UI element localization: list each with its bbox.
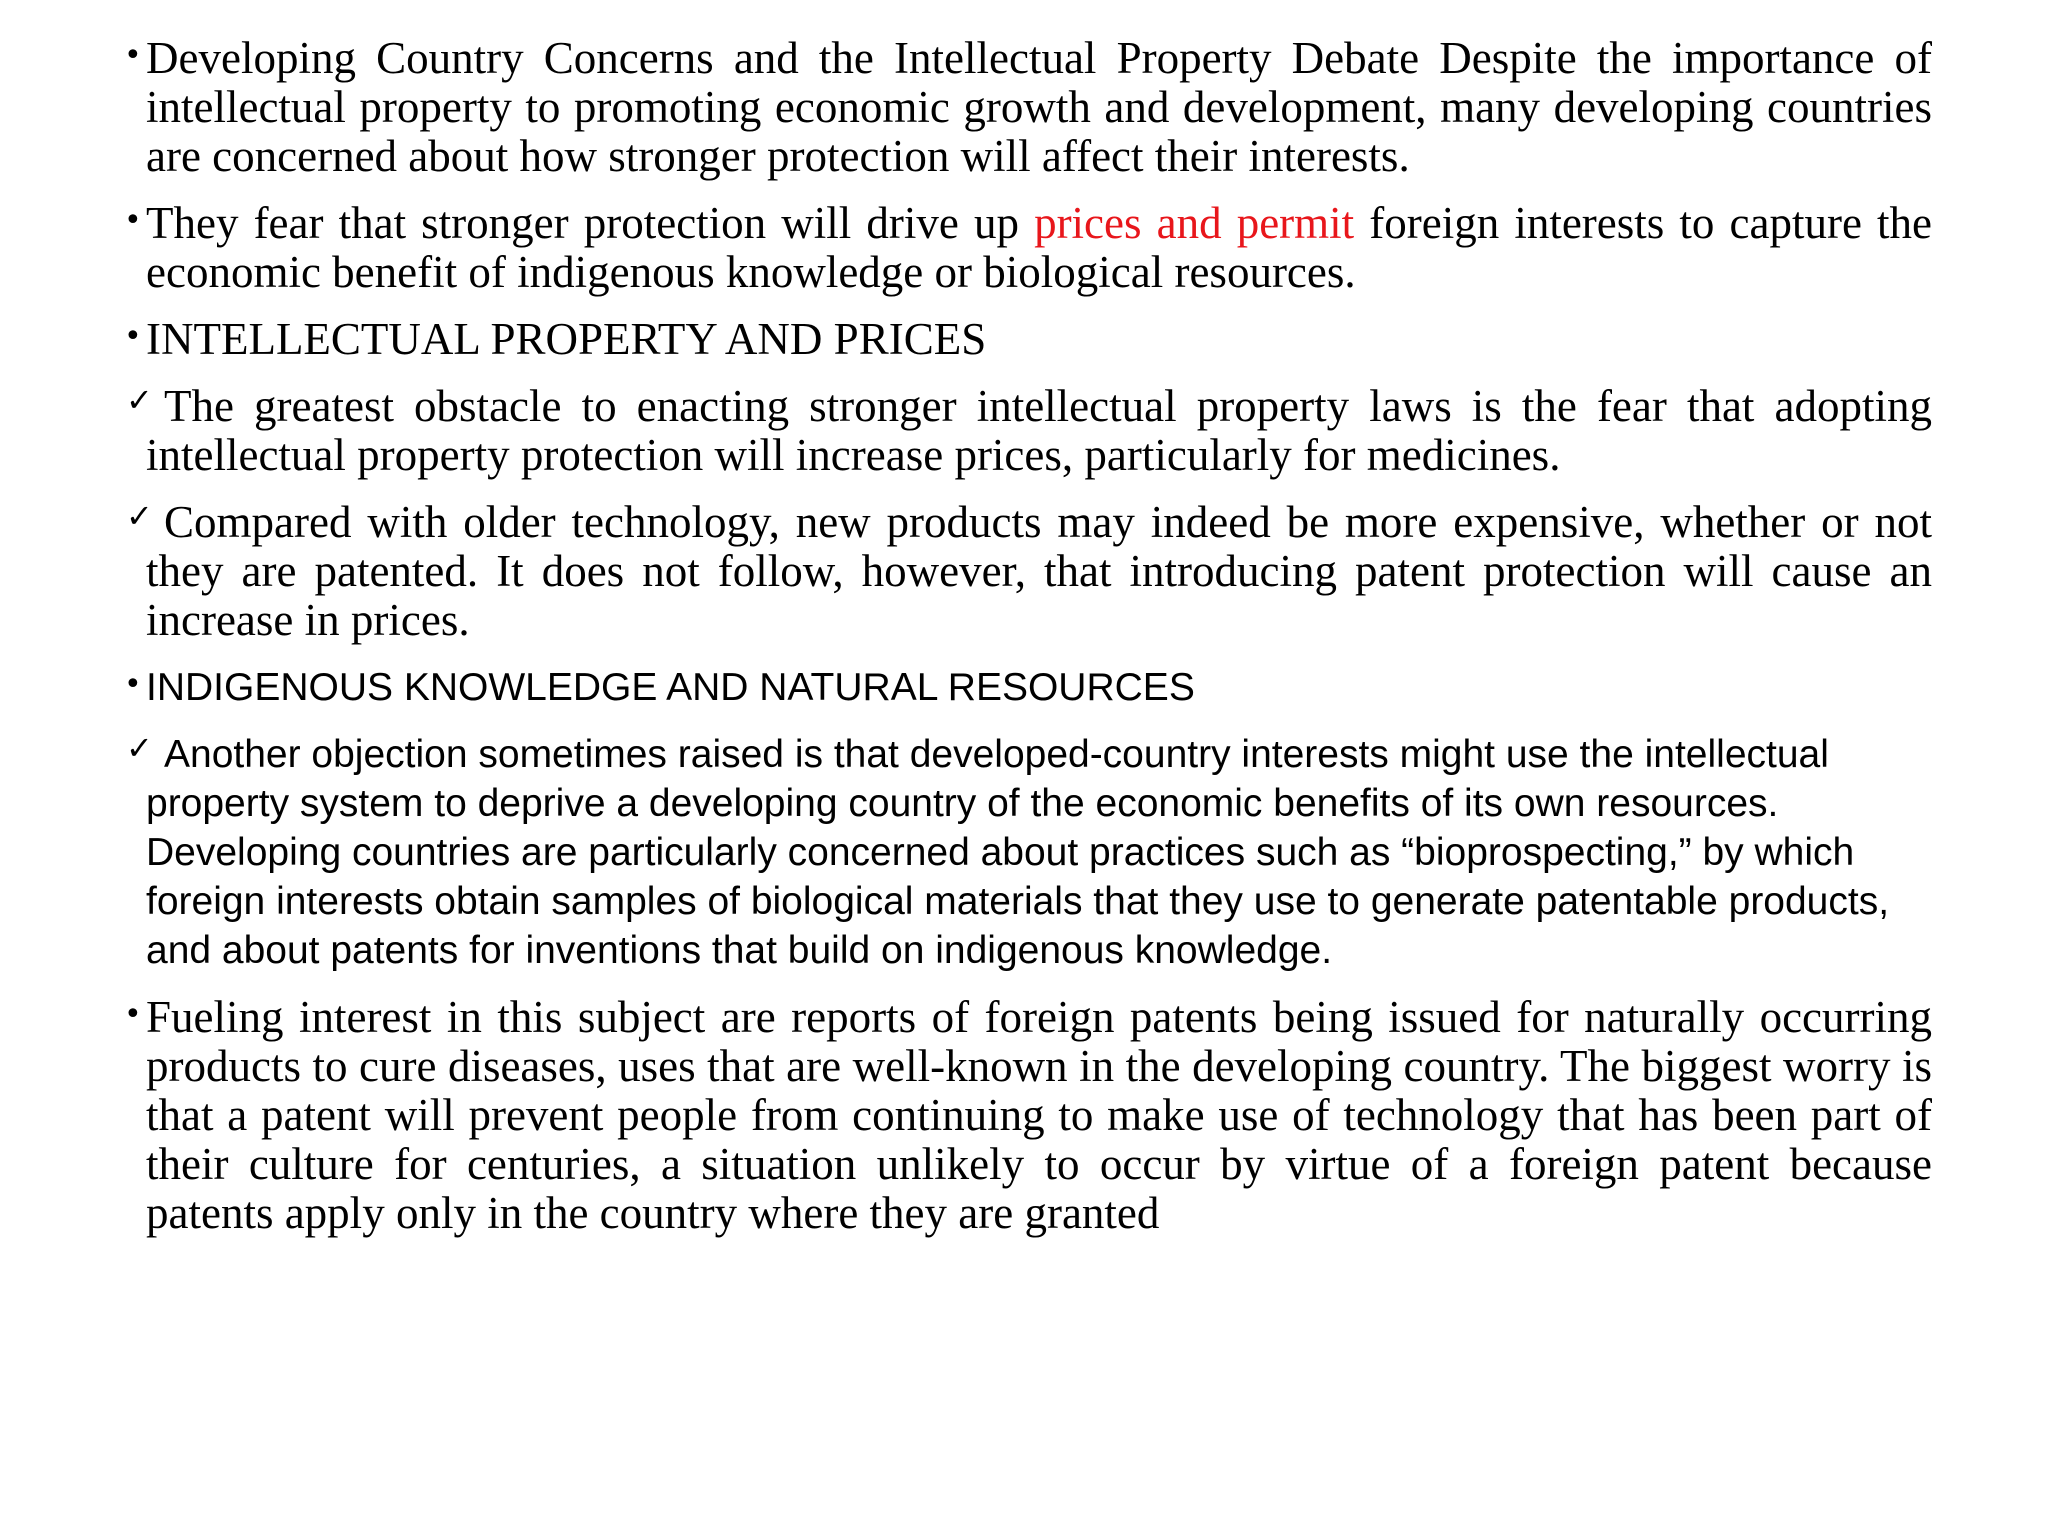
check-text: The greatest obstacle to enacting stronger intellectual property laws is the fear that adopting intellectual property protection will increase prices, particularly for medicines. — [146, 381, 1932, 480]
checkmark-icon: ✓ — [126, 497, 153, 535]
bullet-item-heading-indigenous-knowledge — [124, 663, 1932, 712]
check-item-older-technology — [124, 498, 1932, 645]
check-item-another-objection — [124, 730, 1932, 975]
check-text: Compared with older technology, new products may indeed be more expensive, whether or not they are patented. It does not follow, however, that introducing patent protection will cause an increase in prices. — [146, 497, 1932, 645]
bullet-text — [146, 199, 1932, 297]
check-text: Another objection sometimes raised is that developed-country interests might use the intellectual property system to deprive a developing country of the economic benefits of its own resources. Developing countries are particularly concerned about practices such as “bioprospecting,” by which foreign interests obtain samples of biological materials that they use to generate patentable products, and about patents for inventions that build on indigenous knowledge. — [146, 733, 1890, 972]
bullet-item-developing-country-concerns — [124, 34, 1932, 181]
highlighted-text: prices and permit — [1034, 198, 1355, 248]
check-item-greatest-obstacle — [124, 382, 1932, 480]
text-before-highlight: They fear that stronger protection will drive up — [146, 198, 1035, 248]
checkmark-icon: ✓ — [126, 729, 153, 767]
bullet-text: Fueling interest in this subject are reports of foreign patents being issued for naturally occurring products to cure diseases, uses that are well-known in the developing country. The biggest worry is that a patent will prevent people from continuing to make use of technology that has been part of their culture for centuries, a situation unlikely to occur by virtue of a foreign patent because patents apply only in the country where they are granted — [146, 992, 1932, 1238]
bullet-icon: • — [124, 203, 142, 238]
text-after-highlight: foreign interests to capture the economic benefit of indigenous knowledge or biological resources. — [146, 198, 1932, 297]
bullet-icon: • — [124, 667, 142, 702]
section-heading-indigenous-knowledge: INDIGENOUS KNOWLEDGE AND NATURAL RESOURCES — [146, 666, 1195, 709]
bullet-icon: • — [124, 38, 142, 73]
bullet-item-fear-of-stronger-protection — [124, 199, 1932, 297]
checkmark-icon: ✓ — [126, 381, 153, 419]
section-heading-ip-and-prices: INTELLECTUAL PROPERTY AND PRICES — [146, 314, 987, 364]
bullet-icon: • — [124, 319, 142, 354]
bullet-item-fueling-interest — [124, 993, 1932, 1238]
bullet-text: Developing Country Concerns and the Intellectual Property Debate Despite the importance of intellectual property to promoting economic growth and development, many developing countries are concerned about how stronger protection will affect their interests. — [146, 33, 1932, 181]
slide-content — [124, 34, 1932, 1256]
bullet-icon: • — [124, 997, 142, 1032]
bullet-item-heading-ip-and-prices — [124, 315, 1932, 364]
